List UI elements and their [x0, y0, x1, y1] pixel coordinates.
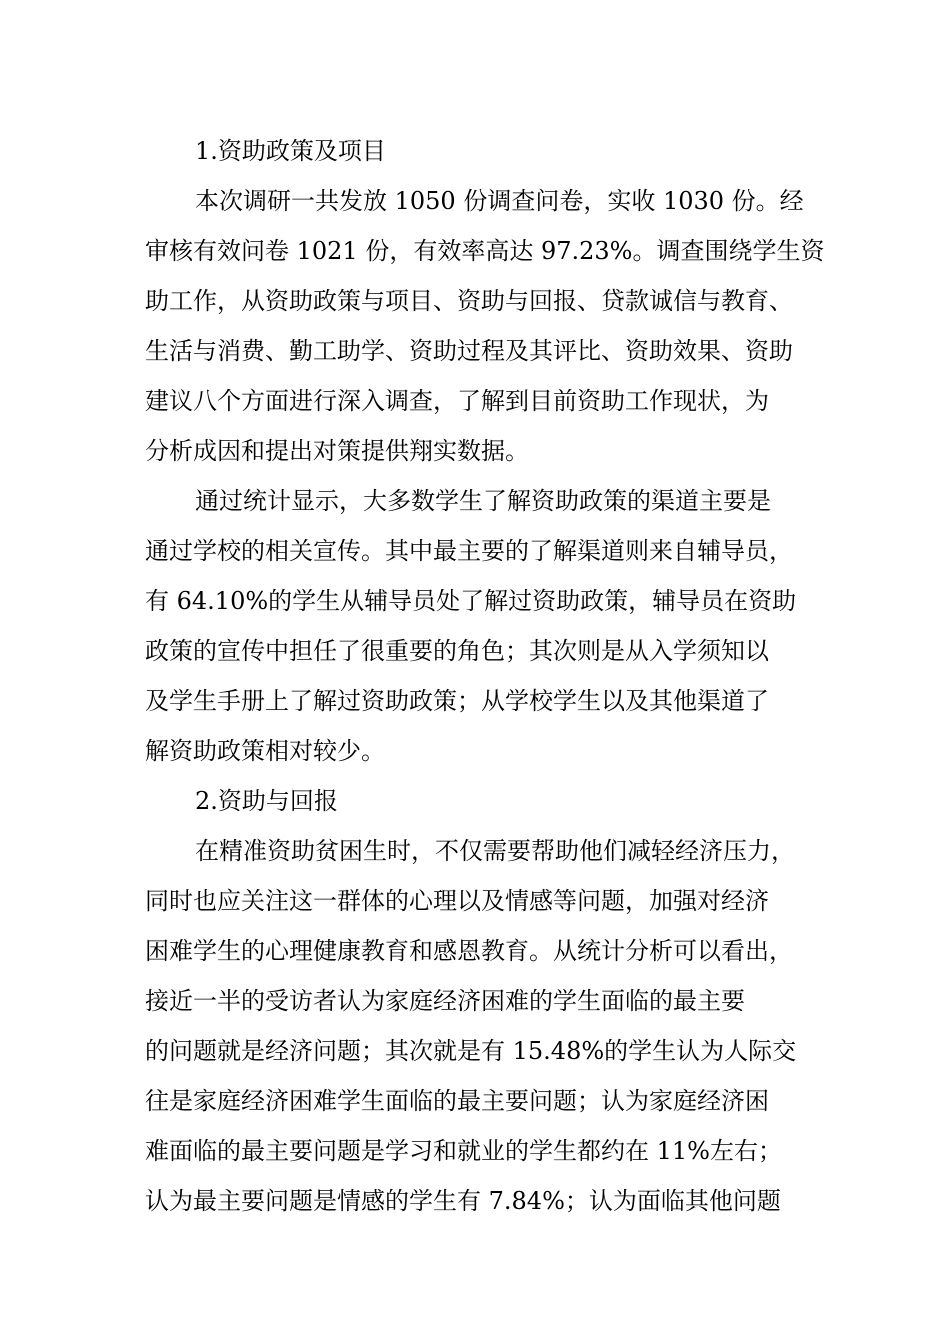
paragraph-line: 通过学校的相关宣传。其中最主要的了解渠道则来自辅导员， [145, 537, 793, 565]
section-heading-2: 2.资助与回报 [195, 787, 338, 815]
paragraph-line: 解资助政策相对较少。 [145, 737, 385, 765]
paragraph-line: 生活与消费、勤工助学、资助过程及其评比、资助效果、资助 [145, 337, 793, 365]
paragraph-line: 助工作，从资助政策与项目、资助与回报、贷款诚信与教育、 [145, 287, 793, 315]
paragraph-line: 难面临的最主要问题是学习和就业的学生都约在 11%左右； [145, 1137, 782, 1165]
paragraph-line: 政策的宣传中担任了很重要的角色；其次则是从入学须知以 [145, 637, 769, 665]
paragraph-line: 本次调研一共发放 1050 份调查问卷，实收 1030 份。经 [195, 187, 804, 215]
paragraph-line: 同时也应关注这一群体的心理以及情感等问题，加强对经济 [145, 887, 769, 915]
paragraph-line: 认为最主要问题是情感的学生有 7.84%；认为面临其他问题 [145, 1187, 781, 1215]
paragraph-line: 在精准资助贫困生时，不仅需要帮助他们减轻经济压力， [195, 837, 795, 865]
paragraph-line: 的问题就是经济问题；其次就是有 15.48%的学生认为人际交 [145, 1037, 797, 1065]
paragraph-line: 分析成因和提出对策提供翔实数据。 [145, 437, 529, 465]
paragraph-line: 接近一半的受访者认为家庭经济困难的学生面临的最主要 [145, 987, 745, 1015]
paragraph-line: 困难学生的心理健康教育和感恩教育。从统计分析可以看出， [145, 937, 793, 965]
paragraph-line: 审核有效问卷 1021 份，有效率高达 97.23%。调查围绕学生资 [145, 237, 825, 265]
paragraph-line: 往是家庭经济困难学生面临的最主要问题；认为家庭经济困 [145, 1087, 769, 1115]
paragraph-line: 及学生手册上了解过资助政策；从学校学生以及其他渠道了 [145, 687, 769, 715]
paragraph-line: 建议八个方面进行深入调查，了解到目前资助工作现状，为 [145, 387, 769, 415]
paragraph-line: 通过统计显示，大多数学生了解资助政策的渠道主要是 [195, 487, 771, 515]
paragraph-line: 有 64.10%的学生从辅导员处了解过资助政策，辅导员在资助 [145, 587, 797, 615]
section-heading-1: 1.资助政策及项目 [195, 137, 386, 165]
